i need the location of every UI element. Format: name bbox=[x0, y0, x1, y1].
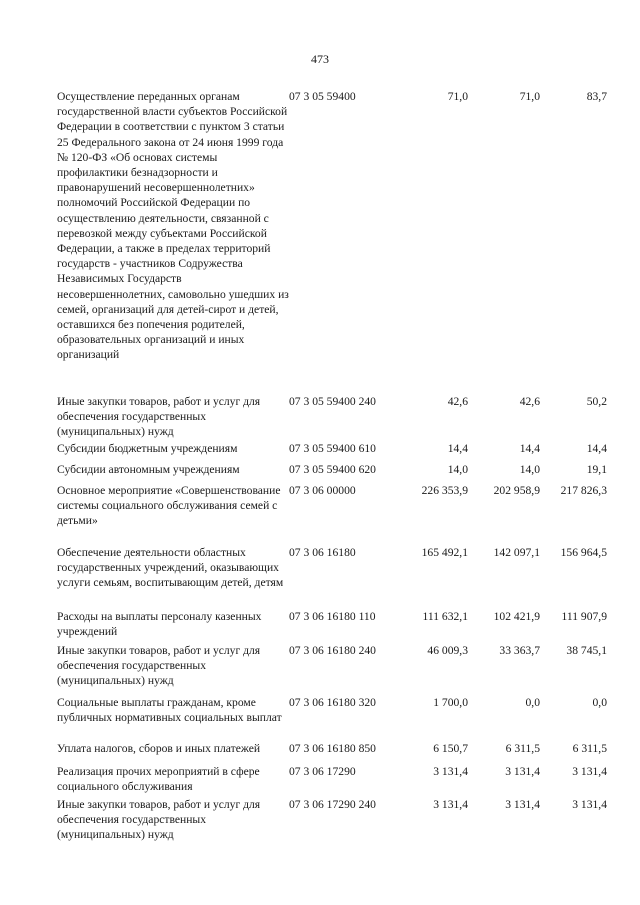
row-name: Субсидии автономным учреждениям bbox=[57, 463, 240, 476]
row-code: 07 3 05 59400 bbox=[289, 90, 356, 103]
row-value-2: 3 131,4 bbox=[505, 765, 540, 778]
row-value-3: 38 745,1 bbox=[566, 644, 607, 657]
row-value-1: 1 700,0 bbox=[433, 696, 468, 709]
row-code: 07 3 06 17290 240 bbox=[289, 798, 376, 811]
row-value-2: 71,0 bbox=[519, 90, 540, 103]
row-name: Осуществление переданных органам государственной власти субъектов Российской Федерации в соответствии с пунктом 3 статьи 25 Федерального закона от 24 июня 1999 года № 120-ФЗ «Об основах системы профилактики безнадзорности и правонарушений несовершеннолетних» полномочий Российской Федерации по осуществлению деятельности, связанной с перевозкой между субъектами Российской Федерации, а также в пределах территорий государств - участников Содружества Независимых Государств несовершеннолетних, самовольно ушедших из семей, организаций для детей-сирот и детей, оставшихся без попечения родителей, образовательных организаций и иных организаций bbox=[57, 90, 289, 362]
row-value-1: 14,0 bbox=[447, 463, 468, 476]
row-value-3: 83,7 bbox=[586, 90, 607, 103]
row-value-1: 46 009,3 bbox=[427, 644, 468, 657]
row-value-1: 3 131,4 bbox=[433, 798, 468, 811]
row-code: 07 3 06 16180 850 bbox=[289, 742, 376, 755]
row-value-2: 3 131,4 bbox=[505, 798, 540, 811]
row-value-2: 42,6 bbox=[519, 395, 540, 408]
row-name: Расходы на выплаты персоналу казенных учреждений bbox=[57, 610, 262, 639]
row-code: 07 3 05 59400 620 bbox=[289, 463, 376, 476]
row-value-1: 6 150,7 bbox=[433, 742, 468, 755]
row-code: 07 3 06 16180 110 bbox=[289, 610, 376, 623]
row-name: Иные закупки товаров, работ и услуг для обеспечения государственных (муниципальных) нужд bbox=[57, 798, 261, 842]
row-name: Уплата налогов, сборов и иных платежей bbox=[57, 742, 261, 755]
row-value-2: 102 421,9 bbox=[493, 610, 540, 623]
row-code: 07 3 06 16180 bbox=[289, 546, 356, 559]
row-value-1: 165 492,1 bbox=[421, 546, 468, 559]
row-name: Основное мероприятие «Совершенствование системы социального обслуживания семей с детьми» bbox=[57, 484, 281, 528]
row-name: Реализация прочих мероприятий в сфере социального обслуживания bbox=[57, 765, 260, 794]
row-value-2: 14,0 bbox=[519, 463, 540, 476]
row-code: 07 3 06 16180 320 bbox=[289, 696, 376, 709]
row-value-1: 71,0 bbox=[447, 90, 468, 103]
row-name: Обеспечение деятельности областных государственных учреждений, оказывающих услуги семьям, воспитывающим детей, детям bbox=[57, 546, 284, 590]
row-value-3: 217 826,3 bbox=[560, 484, 607, 497]
row-name: Субсидии бюджетным учреждениям bbox=[57, 442, 238, 455]
row-value-3: 3 131,4 bbox=[572, 798, 607, 811]
row-code: 07 3 05 59400 240 bbox=[289, 395, 376, 408]
row-value-1: 3 131,4 bbox=[433, 765, 468, 778]
row-value-3: 3 131,4 bbox=[572, 765, 607, 778]
row-value-1: 14,4 bbox=[447, 442, 468, 455]
row-value-3: 6 311,5 bbox=[572, 742, 607, 755]
row-value-2: 14,4 bbox=[519, 442, 540, 455]
row-value-1: 111 632,1 bbox=[422, 610, 468, 623]
row-value-3: 50,2 bbox=[586, 395, 607, 408]
row-value-2: 33 363,7 bbox=[499, 644, 540, 657]
row-code: 07 3 05 59400 610 bbox=[289, 442, 376, 455]
row-value-2: 202 958,9 bbox=[493, 484, 540, 497]
row-value-3: 14,4 bbox=[586, 442, 607, 455]
row-value-1: 42,6 bbox=[447, 395, 468, 408]
row-value-2: 0,0 bbox=[525, 696, 540, 709]
row-value-3: 156 964,5 bbox=[560, 546, 607, 559]
row-value-3: 19,1 bbox=[586, 463, 607, 476]
row-value-2: 6 311,5 bbox=[505, 742, 540, 755]
row-code: 07 3 06 16180 240 bbox=[289, 644, 376, 657]
row-name: Социальные выплаты гражданам, кроме публичных нормативных социальных выплат bbox=[57, 696, 282, 725]
row-code: 07 3 06 00000 bbox=[289, 484, 356, 497]
row-name: Иные закупки товаров, работ и услуг для обеспечения государственных (муниципальных) нужд bbox=[57, 395, 261, 439]
row-value-1: 226 353,9 bbox=[421, 484, 468, 497]
row-value-3: 111 907,9 bbox=[561, 610, 607, 623]
row-name: Иные закупки товаров, работ и услуг для обеспечения государственных (муниципальных) нужд bbox=[57, 644, 261, 688]
row-value-2: 142 097,1 bbox=[493, 546, 540, 559]
row-code: 07 3 06 17290 bbox=[289, 765, 356, 778]
row-value-3: 0,0 bbox=[592, 696, 607, 709]
page-number: 473 bbox=[311, 52, 329, 66]
